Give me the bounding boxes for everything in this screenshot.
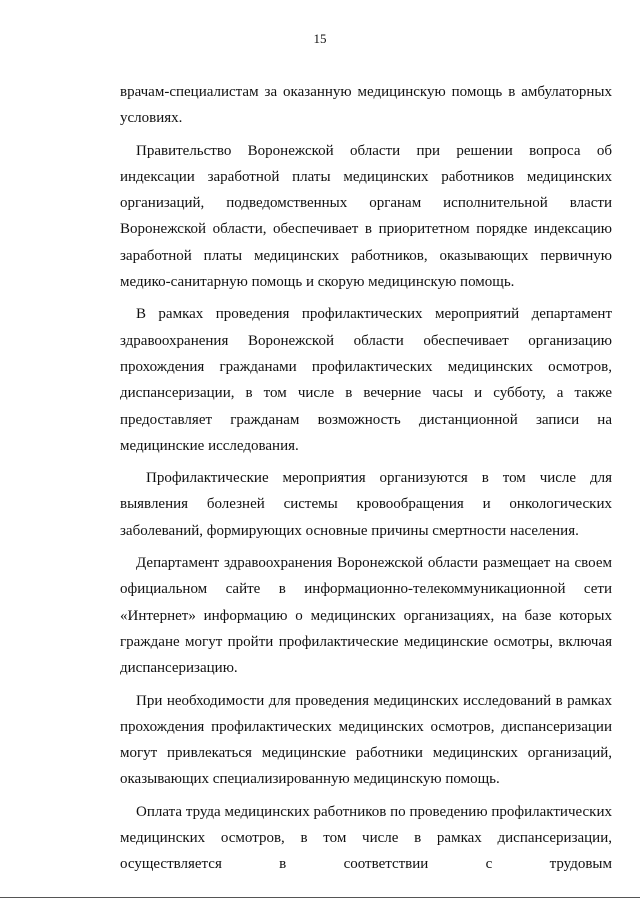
paragraph-continuation: врачам-специалистам за оказанную медицинскую помощь в амбулаторных условиях. [120,84,612,127]
paragraph-website-info: Департамент здравоохранения Воронежской области размещает на своем официальном сайте в информационно-телекоммуникационной сети «Интернет» информацию о медицинских организациях, на базе которых граждане могут пройти профилактические медицинские осмотры, включая диспансеризацию. [120,555,612,677]
paragraph-preventive-measures: В рамках проведения профилактических мероприятий департамент здравоохранения Воронежской области обеспечивает организацию прохождения гражданами профилактических медицинских осмотров, диспансеризации, в том числе в вечерние часы и субботу, а также предоставляет гражданам возможность дистанционной записи на медицинские исследования. [120,306,612,454]
paragraph-disease-detection: Профилактические мероприятия организуются в том числе для выявления болезней системы кровообращения и онкологических заболеваний, формирующих основные причины смертности населения. [120,470,612,539]
document-body [120,79,612,878]
paragraph-salary-indexation: Правительство Воронежской области при решении вопроса об индексации заработной платы медицинских работников медицинских организаций, подведомственных органам исполнительной власти Воронежской области, обеспечивает в приоритетном порядке индексацию заработной платы медицинских работников, оказывающих первичную медико-санитарную помощь и скорую медицинскую помощь. [120,142,612,291]
paragraph-specialists-involvement: При необходимости для проведения медицинских исследований в рамках прохождения профилактических медицинских осмотров, диспансеризации могут привлекаться медицинские работники медицинских организаций, оказывающих специализированную медицинскую помощь. [120,692,612,788]
page-number: 15 [313,31,327,46]
paragraph-payment: Оплата труда медицинских работников по проведению профилактических медицинских осмотров, в том числе в рамках диспансеризации, осуществляется в соответствии с трудовым [120,803,612,873]
page-bottom-edge [0,897,640,898]
